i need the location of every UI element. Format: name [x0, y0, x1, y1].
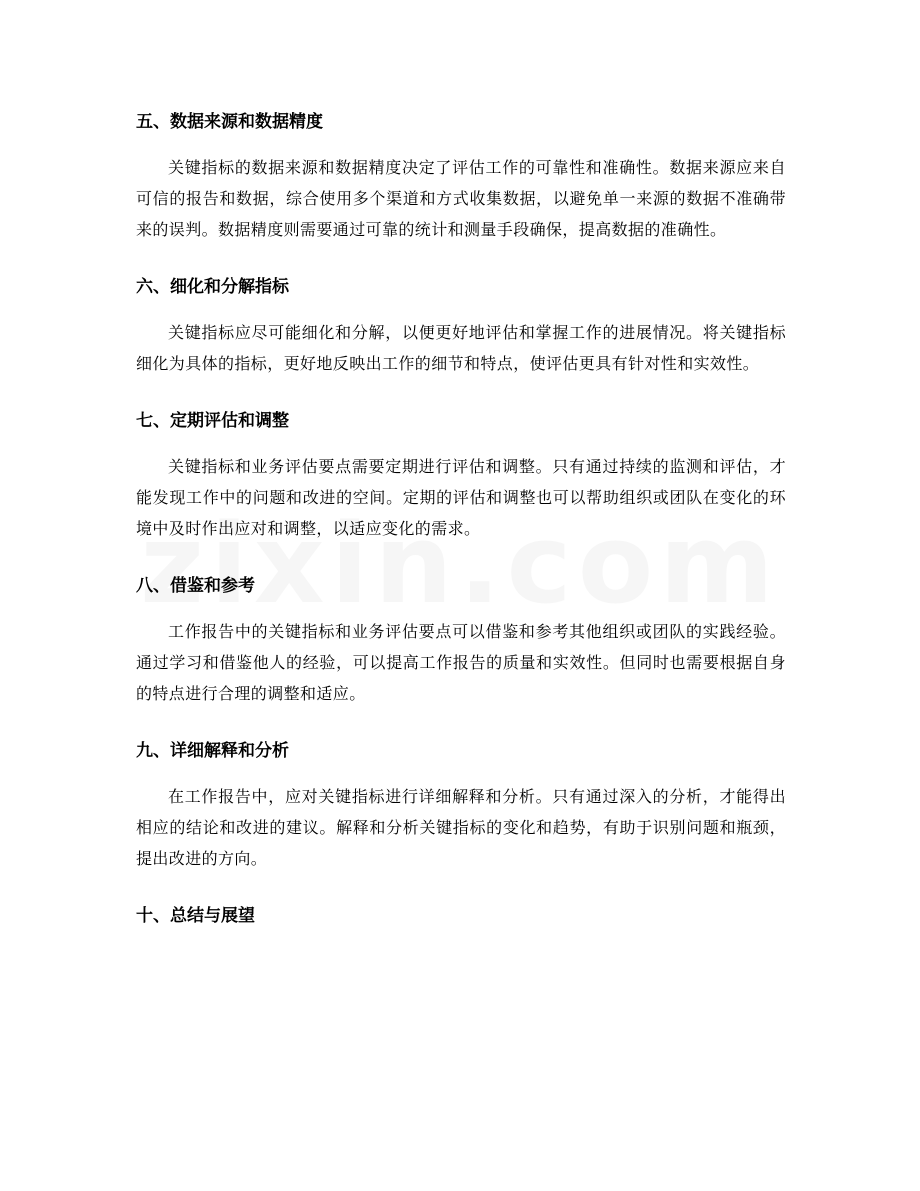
- section-title-8: 八、借鉴和参考: [136, 576, 255, 596]
- section-title-7: 七、定期评估和调整: [136, 411, 289, 431]
- document-content: [136, 104, 786, 934]
- section-title-6: 六、细化和分解指标: [136, 277, 289, 297]
- section-title-9: 九、详细解释和分析: [136, 741, 289, 761]
- section-body-5: 关键指标的数据来源和数据精度决定了评估工作的可靠性和准确性。数据来源应来自可信的报告和数据，综合使用多个渠道和方式收集数据，以避免单一来源的数据不准确带来的误判。数据精度则需要通过可靠的统计和测量手段确保，提高数据的准确性。: [136, 158, 786, 239]
- section-body-8: 工作报告中的关键指标和业务评估要点可以借鉴和参考其他组织或团队的实践经验。通过学习和借鉴他人的经验，可以提高工作报告的质量和实效性。但同时也需要根据自身的特点进行合理的调整和适应。: [136, 622, 786, 703]
- section-title-10: 十、总结与展望: [136, 906, 255, 926]
- section-body-7: 关键指标和业务评估要点需要定期进行评估和调整。只有通过持续的监测和评估，才能发现工作中的问题和改进的空间。定期的评估和调整也可以帮助组织或团队在变化的环境中及时作出应对和调整，以适应变化的需求。: [136, 457, 786, 538]
- section-body-6: 关键指标应尽可能细化和分解，以便更好地评估和掌握工作的进展情况。将关键指标细化为具体的指标，更好地反映出工作的细节和特点，使评估更具有针对性和实效性。: [136, 323, 786, 373]
- section-title-5: 五、数据来源和数据精度: [136, 112, 323, 132]
- section-body-9: 在工作报告中，应对关键指标进行详细解释和分析。只有通过深入的分析，才能得出相应的结论和改进的建议。解释和分析关键指标的变化和趋势，有助于识别问题和瓶颈，提出改进的方向。: [136, 787, 786, 868]
